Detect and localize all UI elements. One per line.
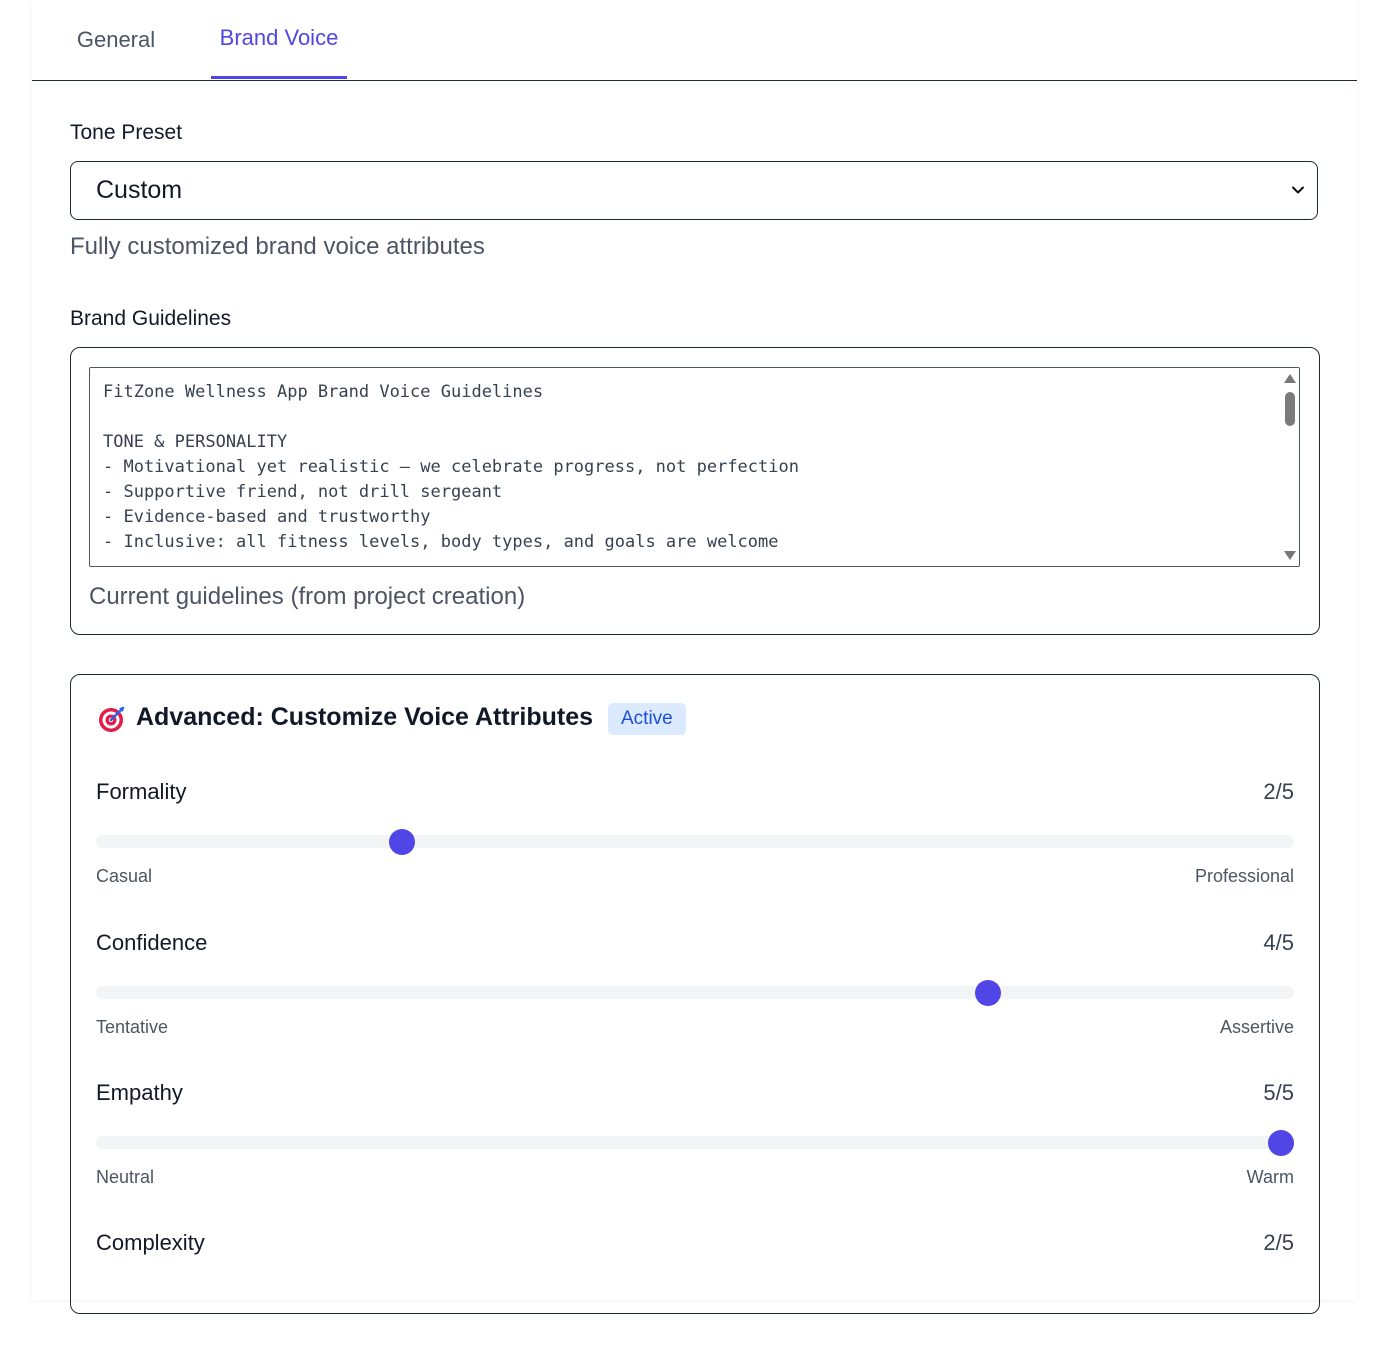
chevron-down-icon [1289,181,1307,199]
formality-slider[interactable] [96,835,1294,848]
slider-thumb[interactable] [975,980,1001,1006]
slider-low-label: Neutral [96,1167,155,1187]
confidence-slider[interactable] [96,986,1294,999]
attribute-name: Formality [96,779,187,804]
empathy-slider[interactable] [96,1136,1294,1149]
slider-high-label: Assertive [1219,1017,1294,1037]
textarea-scrollbar[interactable] [1281,368,1299,566]
tab-bar [32,0,1357,81]
attribute-formality [96,779,1294,909]
tone-preset-help: Fully customized brand voice attributes [70,233,485,260]
tone-preset-value: Custom [96,176,183,204]
slider-high-label: Professional [1194,866,1294,886]
settings-card [32,0,1357,1300]
slider-low-label: Casual [96,866,153,886]
slider-thumb[interactable] [389,829,415,855]
slider-high-label: Warm [1246,1167,1294,1187]
brand-guidelines-help: Current guidelines (from project creation) [89,583,526,610]
tab-general[interactable]: General [76,26,156,52]
slider-low-label: Tentative [96,1017,169,1037]
attribute-value: 4/5 [1263,930,1294,955]
tab-brand-voice[interactable]: Brand Voice [211,0,347,79]
brand-guidelines-box [70,347,1320,635]
attribute-confidence [96,930,1294,1060]
attribute-value: 2/5 [1263,779,1294,804]
attribute-complexity [96,1230,1294,1360]
attribute-empathy [96,1080,1294,1210]
brand-guidelines-label: Brand Guidelines [70,307,232,330]
scroll-down-arrow-icon[interactable] [1284,551,1296,560]
tone-preset-label: Tone Preset [70,121,183,144]
tone-preset-select[interactable] [70,161,1318,220]
brand-guidelines-textarea[interactable] [89,367,1300,567]
status-badge: Active [608,703,686,735]
advanced-title: Advanced: Customize Voice Attributes [136,703,594,731]
brand-guidelines-text: FitZone Wellness App Brand Voice Guidelines TONE & PERSONALITY - Motivational yet realistic — we celebrate progress, not perfection - Supportive friend, not drill sergeant - Evidence-based and trustworthy - Inclusive: all fitness levels, body types, and goals are welcome [103,382,799,552]
target-icon [98,705,126,733]
advanced-attributes-panel [70,674,1320,1314]
attribute-name: Complexity [96,1230,205,1255]
scrollbar-thumb[interactable] [1285,392,1295,426]
attribute-name: Confidence [96,930,208,955]
slider-thumb[interactable] [1268,1130,1294,1156]
attribute-value: 2/5 [1263,1230,1294,1255]
attribute-value: 5/5 [1263,1080,1294,1105]
scroll-up-arrow-icon[interactable] [1284,374,1296,383]
attribute-name: Empathy [96,1080,183,1105]
